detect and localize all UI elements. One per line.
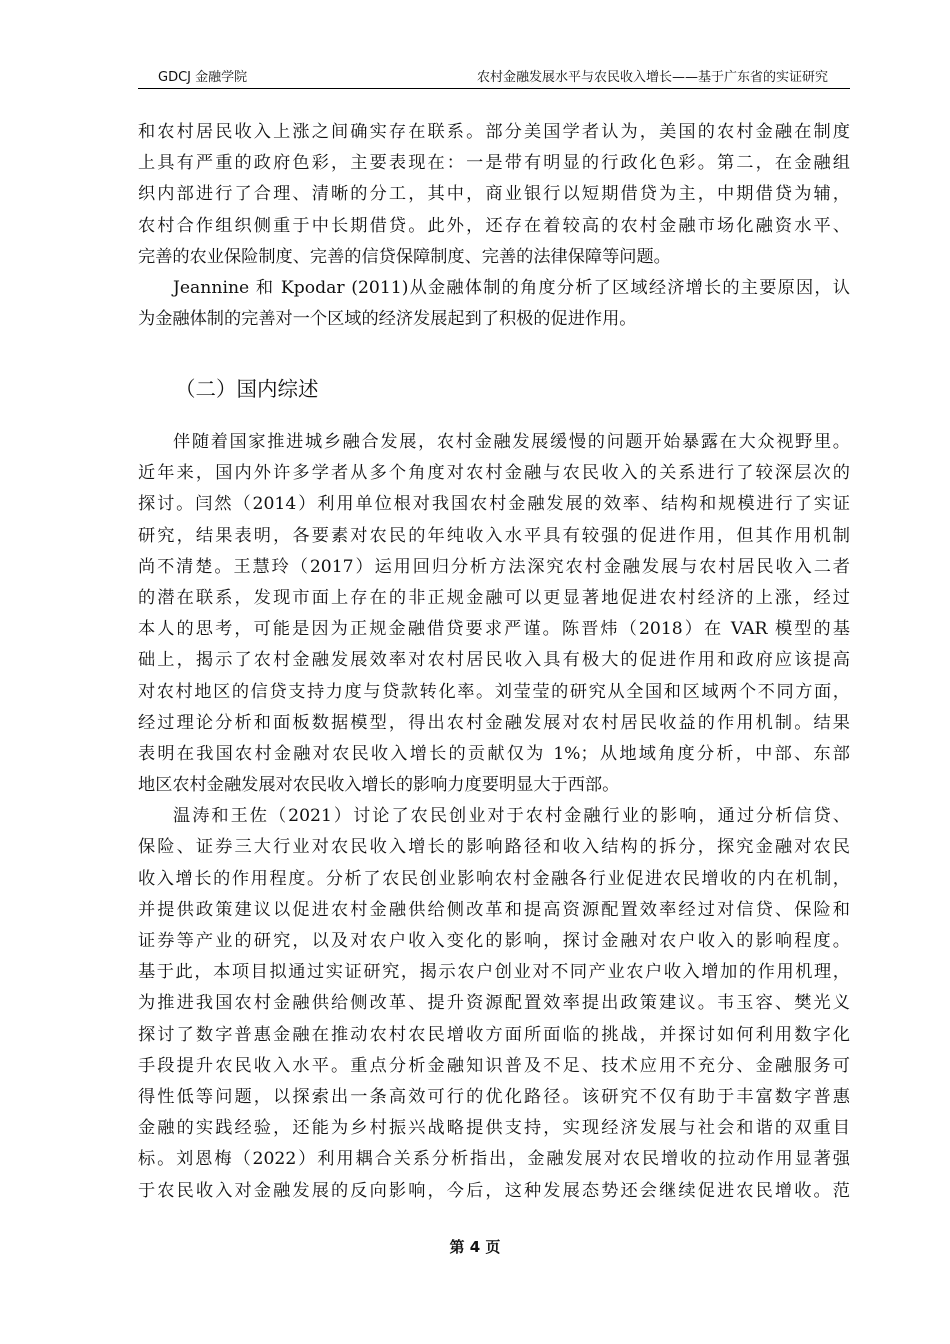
text-line: 本人的思考，可能是因为正规金融借贷要求严谨。陈晋炜（2018）在 VAR 模型的基 — [138, 619, 850, 640]
text-line: 为金融体制的完善对一个区域的经济发展起到了积极的促进作用。 — [138, 309, 637, 330]
text-line: 基于此，本项目拟通过实证研究，揭示农户创业对不同产业农户收入增加的作用机理， — [138, 962, 850, 983]
text-line: 尚不清楚。王慧玲（2017）运用回归分析方法深究农村金融发展与农村居民收入二者 — [138, 556, 850, 577]
paragraph-intro — [138, 117, 850, 273]
text-line: 础上，揭示了农村金融发展效率对农村居民收入具有极大的促进作用和政府应该提高 — [138, 650, 850, 671]
text-line: 保险、证券三大行业对农民收入增长的影响路径和收入结构的拆分，探究金融对农民 — [138, 837, 850, 858]
text-line: 并提供政策建议以促进农村金融供给侧改革和提高资源配置效率经过对信贷、保险和 — [138, 899, 850, 920]
page-number: 第 4 页 — [449, 1238, 501, 1256]
section-heading: （二）国内综述 — [175, 377, 319, 401]
text-line: 经过理论分析和面板数据模型，得出农村金融发展对农村居民收益的作用机制。结果 — [138, 712, 850, 733]
text-line: 表明在我国农村金融对农民收入增长的贡献仅为 1%；从地域角度分析，中部、东部 — [138, 743, 850, 764]
text-line: 农村合作组织侧重于中长期借贷。此外，还存在着较高的农村金融市场化融资水平、 — [138, 215, 850, 236]
text-line: 伴随着国家推进城乡融合发展，农村金融发展缓慢的问题开始暴露在大众视野里。 — [173, 432, 850, 452]
text-line: 近年来，国内外许多学者从多个角度对农村金融与农民收入的关系进行了较深层次的 — [138, 463, 850, 484]
text-line: 收入增长的作用程度。分析了农民创业影响农村金融各行业促进农民增收的内在机制， — [138, 868, 850, 889]
page-header — [138, 66, 850, 89]
text-line: 和农村居民收入上涨之间确实存在联系。部分美国学者认为，美国的农村金融在制度 — [138, 122, 850, 142]
text-line: 织内部进行了合理、清晰的分工，其中，商业银行以短期借贷为主，中期借贷为辅， — [138, 184, 850, 205]
text-line: 温涛和王佐（2021）讨论了农民创业对于农村金融行业的影响，通过分析信贷、 — [173, 806, 850, 827]
header-paper-title: 农村金融发展水平与农民收入增长——基于广东省的实证研究 — [476, 70, 828, 85]
paragraph-wentao — [138, 801, 850, 1206]
text-line: 完善的农业保险制度、完善的信贷保障制度、完善的法律保障等问题。 — [138, 246, 671, 267]
text-line: 手段提升农民收入水平。重点分析金融知识普及不足、技术应用不充分、金融服务可 — [138, 1055, 850, 1076]
text-line: 上具有严重的政府色彩，主要表现在：一是带有明显的行政化色彩。第二，在金融组 — [138, 153, 850, 174]
header-institution: GDCJ 金融学院 — [158, 70, 248, 85]
paragraph-jeannine — [138, 273, 850, 335]
paragraph-domestic — [138, 427, 850, 801]
text-line: 证券等产业的研究，以及对农户收入变化的影响，探讨金融对农户收入的影响程度。 — [138, 931, 850, 951]
text-line: 的潜在联系，发现市面上存在的非正规金融可以更显著地促进农村经济的上涨，经过 — [138, 587, 850, 608]
text-line: 为推进我国农村金融供给侧改革、提升资源配置效率提出政策建议。韦玉容、樊光义 — [138, 993, 850, 1014]
text-line: Jeannine 和 Kpodar (2011)从金融体制的角度分析了区域经济增长的主要原因，认 — [173, 277, 850, 298]
text-line: 探讨。闫然（2014）利用单位根对我国农村金融发展的效率、结构和规模进行了实证 — [138, 494, 850, 515]
text-line: 标。刘恩梅（2022）利用耦合关系分析指出，金融发展对农民增收的拉动作用显著强 — [138, 1149, 850, 1170]
body-upper — [138, 117, 850, 335]
text-line: 对农村地区的信贷支持力度与贷款转化率。刘莹莹的研究从全国和区域两个不同方面， — [138, 681, 850, 702]
text-line: 于农民收入对金融发展的反向影响，今后，这种发展态势还会继续促进农民增收。范 — [138, 1180, 850, 1201]
text-line: 地区农村金融发展对农民收入增长的影响力度要明显大于西部。 — [138, 775, 620, 796]
text-line: 研究，结果表明，各要素对农民的年纯收入水平具有较强的促进作用，但其作用机制 — [138, 525, 850, 546]
text-line: 金融的实践经验，还能为乡村振兴战略提供支持，实现经济发展与社会和谐的双重目 — [138, 1118, 850, 1139]
body-lower — [138, 427, 850, 1207]
text-line: 探讨了数字普惠金融在推动农村农民增收方面所面临的挑战，并探讨如何利用数字化 — [138, 1024, 850, 1045]
text-line: 得性低等问题，以探索出一条高效可行的优化路径。该研究不仅有助于丰富数字普惠 — [138, 1086, 850, 1107]
